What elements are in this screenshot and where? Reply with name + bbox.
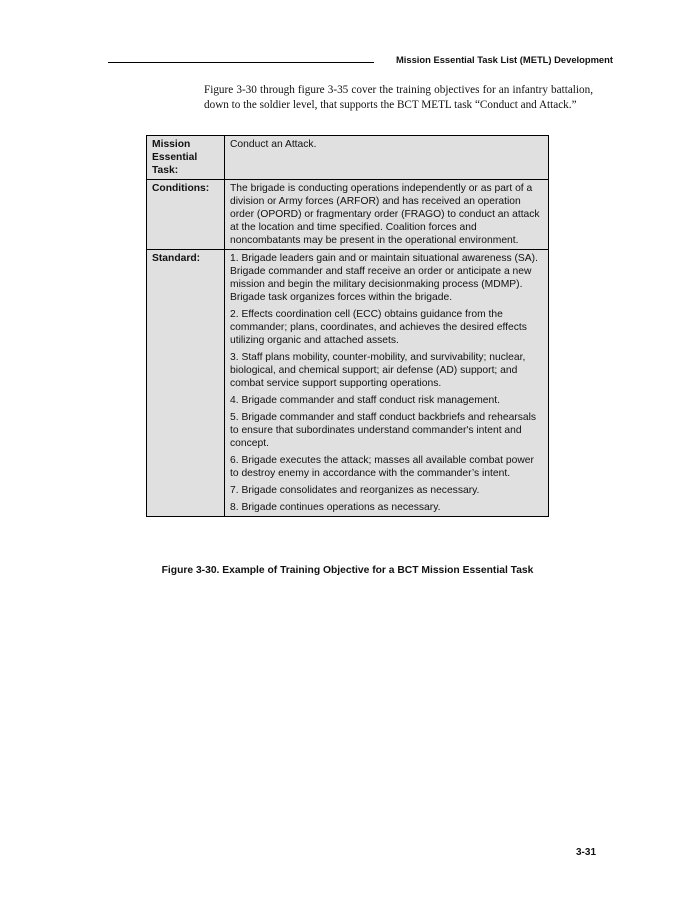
standard-item: 2. Effects coordination cell (ECC) obtains guidance from the commander; plans, coordinates, and achieves the desired effects utilizing organic and attached assets. bbox=[230, 309, 527, 346]
page-number: 3-31 bbox=[575, 847, 596, 858]
conditions-value-cell: The brigade is conducting operations independently or as part of a division or Army forces (ARFOR) and has received an operation order (OPORD) or fragmentary order (FRAGO) to conduct an attack at the location and time specified. Coalition forces and noncombatants may be present in the operational environment. bbox=[225, 180, 549, 250]
standard-value-cell bbox=[225, 250, 549, 517]
task-label-line: Task: bbox=[152, 165, 179, 176]
standard-item: 8. Brigade continues operations as necessary. bbox=[230, 502, 441, 513]
task-label-line: Essential bbox=[152, 152, 198, 163]
task-label-line: Mission bbox=[152, 139, 191, 150]
standard-item: 6. Brigade executes the attack; masses all available combat power to destroy enemy in accordance with the commander’s intent. bbox=[230, 455, 534, 479]
table-row-standard bbox=[147, 250, 549, 517]
intro-paragraph: Figure 3-30 through figure 3-35 cover the training objectives for an infantry battalion, down to the soldier level, that supports the BCT METL task “Conduct and Attack.” bbox=[204, 84, 593, 111]
figure-caption: Figure 3-30. Example of Training Objective for a BCT Mission Essential Task bbox=[161, 565, 534, 576]
training-objective-table bbox=[146, 135, 549, 517]
table-row-conditions bbox=[147, 180, 549, 250]
standard-item: 4. Brigade commander and staff conduct risk management. bbox=[230, 395, 500, 406]
task-label-cell bbox=[147, 136, 225, 180]
task-value-cell: Conduct an Attack. bbox=[225, 136, 549, 180]
header-rule bbox=[108, 62, 374, 63]
conditions-label-cell: Conditions: bbox=[147, 180, 225, 250]
running-header: Mission Essential Task List (METL) Development bbox=[395, 54, 613, 65]
table-row-task bbox=[147, 136, 549, 180]
standard-item: 5. Brigade commander and staff conduct backbriefs and rehearsals to ensure that subordinates understand commander's intent and concept. bbox=[230, 412, 537, 449]
standard-item: 1. Brigade leaders gain and or maintain situational awareness (SA). Brigade commander and staff receive an order or anticipate a new mission and begin the military decisionmaking process (MDMP). Brigade task organizes forces within the brigade. bbox=[230, 253, 538, 303]
standard-label-cell: Standard: bbox=[147, 250, 225, 517]
standard-item: 7. Brigade consolidates and reorganizes as necessary. bbox=[230, 485, 480, 496]
standard-item: 3. Staff plans mobility, counter-mobility, and survivability; nuclear, biological, and chemical support; air defense (AD) support; and combat service support supporting operations. bbox=[230, 352, 526, 389]
